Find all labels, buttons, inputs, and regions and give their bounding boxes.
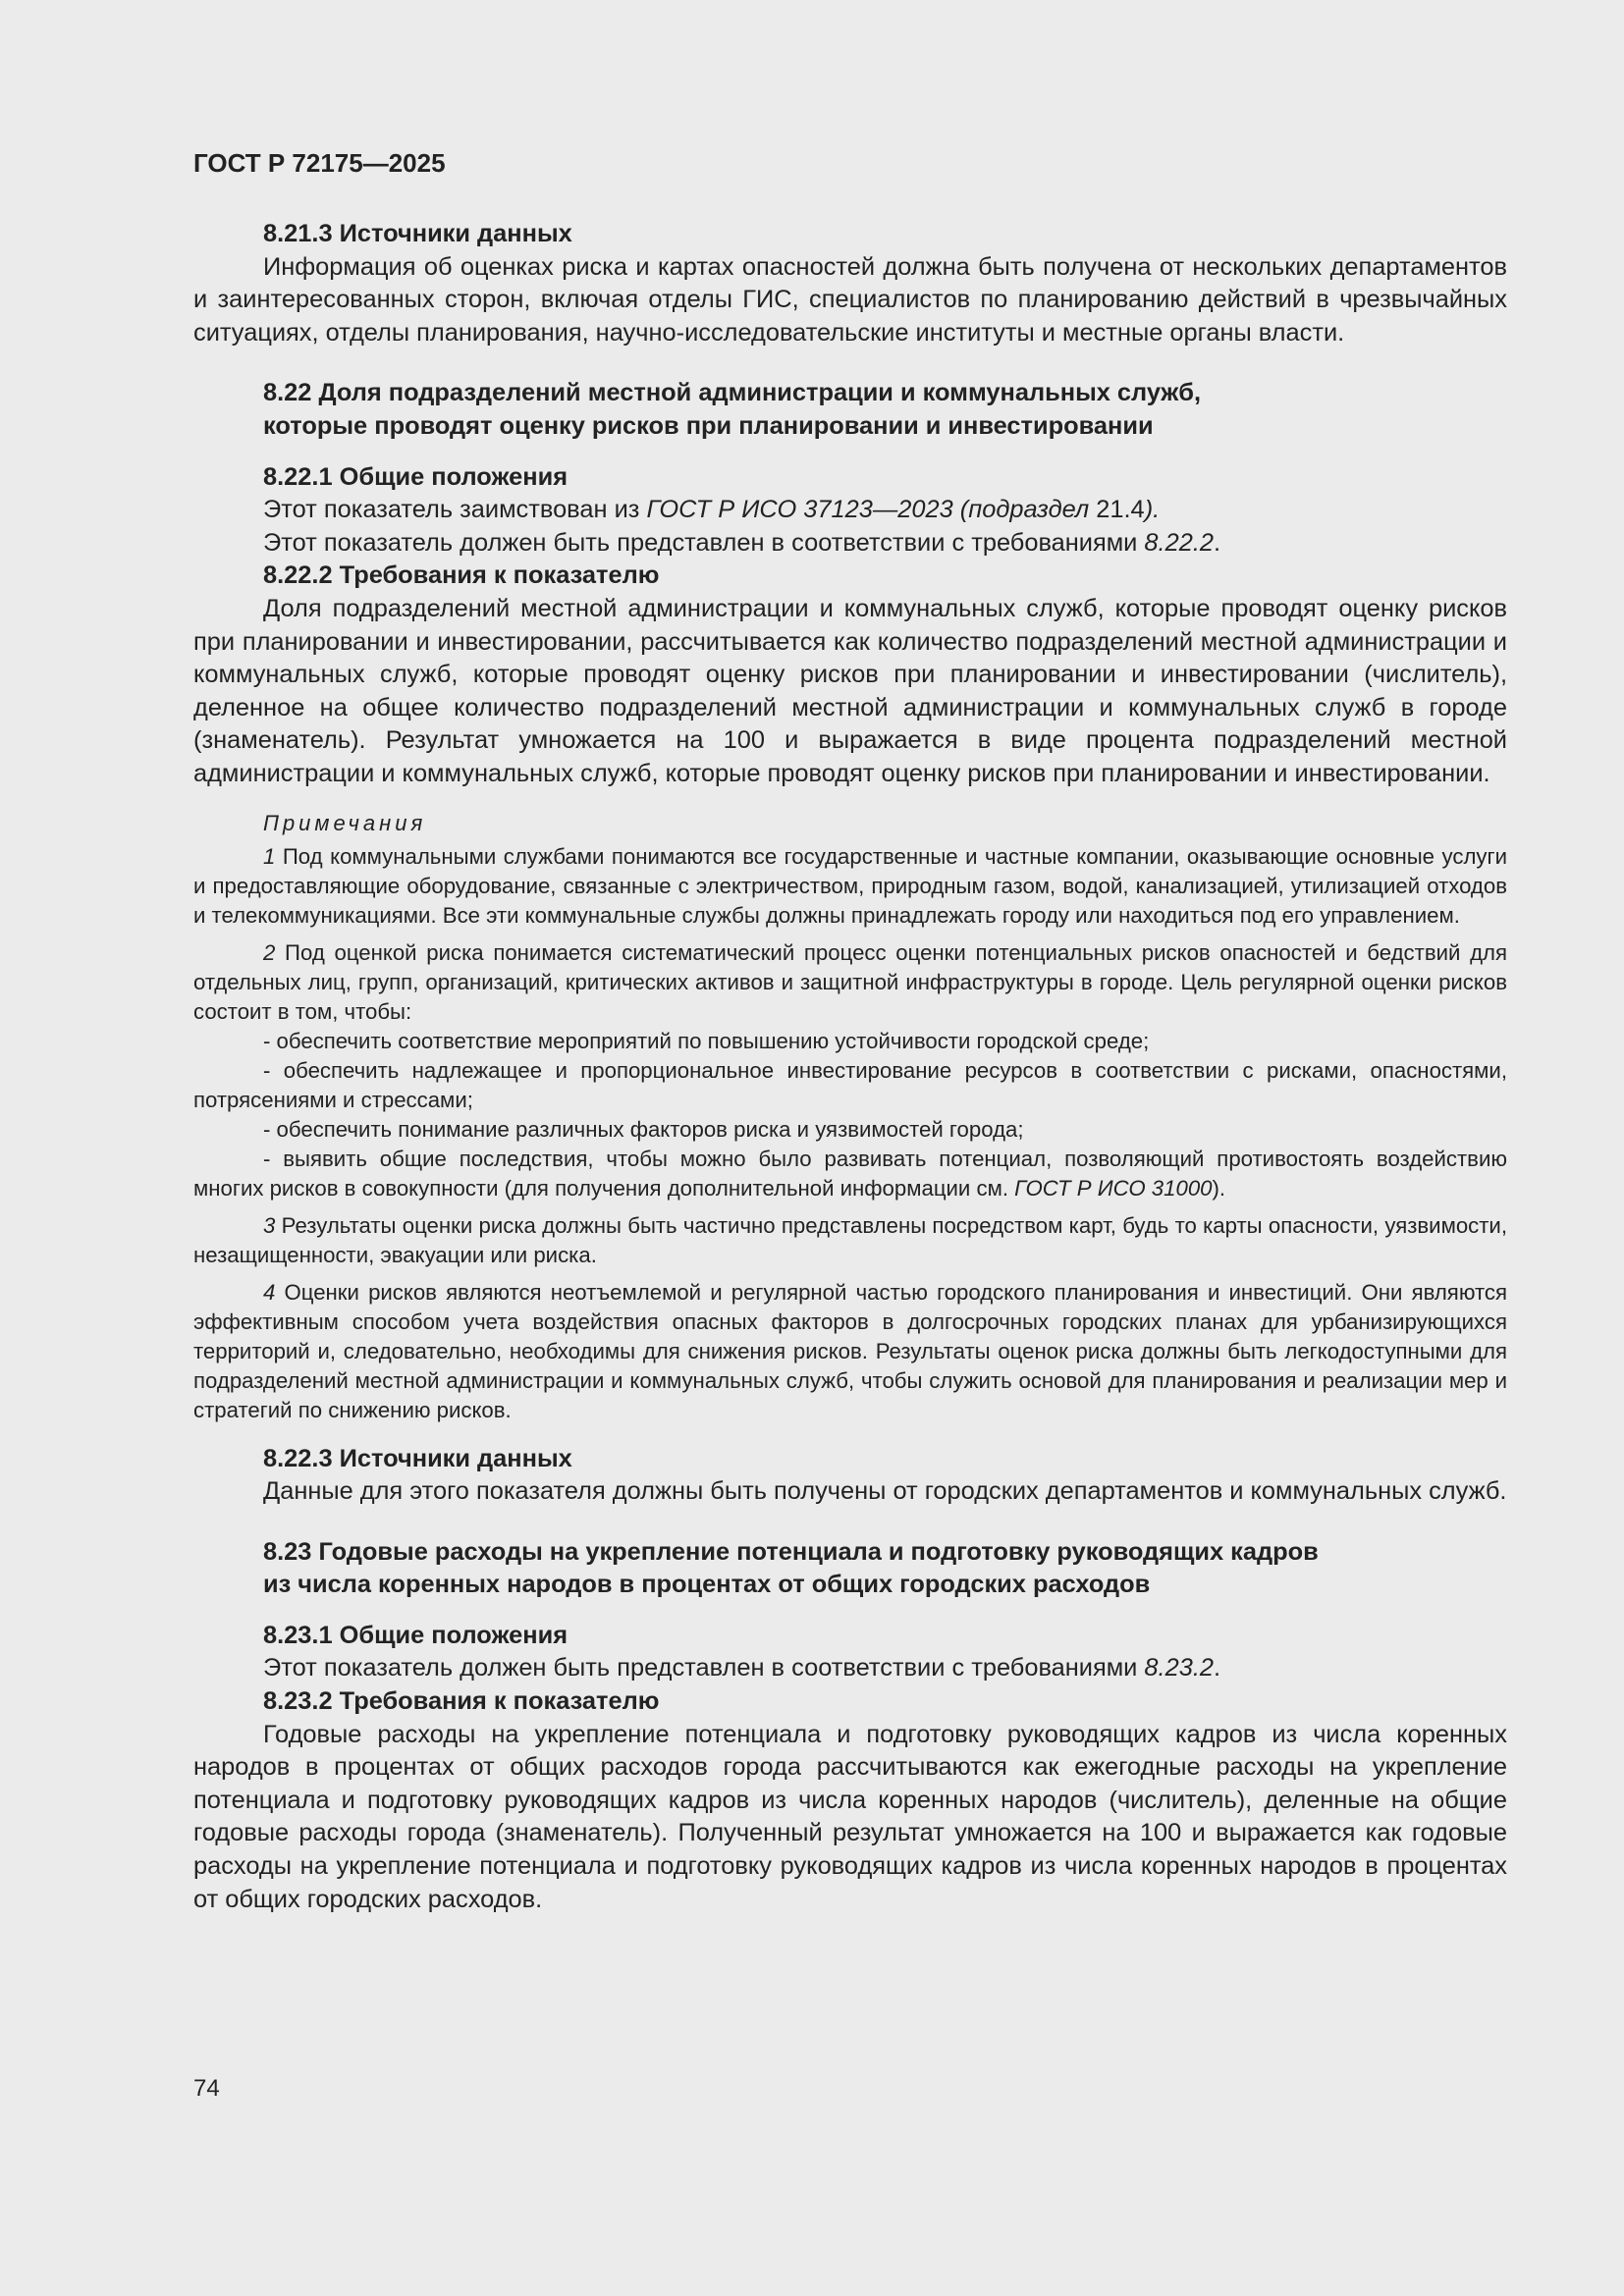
section-8-22-2-text: Доля подразделений местной администрации и коммунальных служб, которые проводят оценку рисков при планировании и инвестировании, рассчитывается как количество подразделений местной администрации и коммунальных служб, которые проводят оценку рисков при планировании и инвестировании (числитель), деленное на общее количество подразделений местной администрации и коммунальных служб в городе (знаменатель). Результат умножается на 100 и выражается в виде процента подразделений местной администрации и коммунальных служб, которые проводят оценку рисков при планировании и инвестировании. bbox=[193, 594, 1507, 787]
section-8-22-title-line1: 8.22 Доля подразделений местной администрации и коммунальных служб, bbox=[263, 379, 1202, 407]
section-8-23-1-paragraph bbox=[193, 1652, 1507, 1685]
section-8-23-2-title: 8.23.2 Требования к показателю bbox=[263, 1687, 660, 1716]
note-3 bbox=[193, 1211, 1507, 1270]
section-8-22-1-title: 8.22.1 Общие положения bbox=[263, 462, 568, 491]
section-8-21-3-title: 8.21.3 Источники данных bbox=[263, 220, 572, 247]
reference-link: 8.23.2 bbox=[1144, 1654, 1215, 1682]
text-run: Этот показатель должен быть представлен в соответствии с требованиями bbox=[263, 528, 1145, 557]
text-run: Этот показатель должен быть представлен в соответствии с требованиями bbox=[263, 1654, 1145, 1682]
section-8-22-3-text: Данные для этого показателя должны быть получены от городских департаментов и коммунальных служб. bbox=[263, 1477, 1507, 1506]
note-text: Под коммунальными службами понимаются все государственные и частные компании, оказывающие основные услуги и предоставляющие оборудование, связанные с электричеством, природным газом, водой, канализацией, утилизацией отходов и телекоммуникациями. Все эти коммунальные службы должны принадлежать городу или находиться под его управлением. bbox=[193, 843, 1507, 928]
section-8-22-title-line2: которые проводят оценку рисков при планировании и инвестировании bbox=[263, 411, 1154, 440]
section-8-23-title-line1: 8.23 Годовые расходы на укрепление потенциала и подготовку руководящих кадров bbox=[263, 1537, 1319, 1566]
section-8-21-3-text: Информация об оценках риска и картах опасностей должна быть получена от нескольких департаментов и заинтересованных сторон, включая отделы ГИС, специалистов по планированию действий в чрезвычайных ситуациях, отделы планирования, научно-исследовательские институты и местные органы власти. bbox=[193, 252, 1507, 347]
document-page bbox=[193, 147, 1507, 1916]
section-8-23-1-title: 8.23.1 Общие положения bbox=[263, 1621, 568, 1649]
reference-link: ГОСТ Р ИСО 31000 bbox=[1014, 1175, 1213, 1201]
reference-link: 8.22.2 bbox=[1144, 528, 1215, 557]
text-run: . bbox=[1214, 528, 1221, 557]
note-4 bbox=[193, 1278, 1507, 1425]
section-8-23-2-text: Годовые расходы на укрепление потенциала и подготовку руководящих кадров из числа коренных народов в процентах от общих расходов города рассчитываются как ежегодные расходы на укрепление потенциала и подготовку руководящих кадров из числа коренных народов (числитель), деленные на общие годовые расходы города (знаменатель). Полученный результат умножается на 100 и выражается как годовые расходы на укрепление потенциала и подготовку руководящих кадров из числа коренных народов в процентах от общих городских расходов. bbox=[193, 1720, 1507, 1913]
section-8-22-1-paragraph-2 bbox=[193, 527, 1507, 561]
document-header: ГОСТ Р 72175—2025 bbox=[193, 148, 446, 178]
note-number: 4 bbox=[263, 1279, 276, 1305]
text-run: ). bbox=[1144, 496, 1161, 524]
note-2-list-item bbox=[193, 1145, 1507, 1203]
note-2-list-item: - обеспечить соответствие мероприятий по повышению устойчивости городской среде; bbox=[263, 1028, 1150, 1053]
section-8-23-title-line2: из числа коренных народов в процентах от общих городских расходов bbox=[263, 1571, 1151, 1599]
text-run: . bbox=[1214, 1654, 1221, 1682]
note-text: Под оценкой риска понимается систематический процесс оценки потенциальных рисков опасностей и бедствий для отдельных лиц, групп, организаций, критических активов и защитной инфраструктуры в городе. Цель регулярной оценки рисков состоит в том, чтобы: bbox=[193, 939, 1507, 1024]
note-number: 1 bbox=[263, 843, 276, 869]
note-number: 2 bbox=[263, 939, 276, 965]
reference-link: ГОСТ Р ИСО 37123—2023 (подраздел bbox=[646, 496, 1097, 524]
text-run: 21.4 bbox=[1096, 496, 1145, 524]
note-text: Оценки рисков являются неотъемлемой и регулярной частью городского планирования и инвестиций. Они являются эффективным способом учета воздействия опасных факторов в долгосрочных городских планах для урбанизирующихся территорий и, следовательно, необходимы для снижения рисков. Результаты оценок риска должны быть легкодоступными для подразделений местной администрации и коммунальных служб, чтобы служить основой для планирования и реализации мер и стратегий по снижению рисков. bbox=[193, 1279, 1507, 1422]
note-number: 3 bbox=[263, 1212, 276, 1238]
note-1 bbox=[193, 842, 1507, 931]
text-run: - выявить общие последствия, чтобы можно было развивать потенциал, позволяющий противостоять воздействию многих рисков в совокупности (для получения дополнительной информации см. bbox=[193, 1146, 1507, 1201]
text-run: Этот показатель заимствован из bbox=[263, 496, 647, 524]
text-run: ). bbox=[1212, 1175, 1226, 1201]
note-2 bbox=[193, 938, 1507, 1027]
section-8-22-3-title: 8.22.3 Источники данных bbox=[263, 1444, 572, 1472]
section-8-22-1-paragraph-1 bbox=[193, 494, 1507, 527]
notes-heading: Примечания bbox=[263, 810, 427, 835]
note-2-list-item: - обеспечить понимание различных факторов риска и уязвимостей города; bbox=[263, 1116, 1024, 1142]
note-2-list-item: - обеспечить надлежащее и пропорциональное инвестирование ресурсов в соответствии с рисками, опасностями, потрясениями и стрессами; bbox=[193, 1057, 1507, 1112]
note-text: Результаты оценки риска должны быть частично представлены посредством карт, будь то карты опасности, уязвимости, незащищенности, эвакуации или риска. bbox=[193, 1212, 1507, 1267]
page-number: 74 bbox=[193, 2075, 220, 2102]
section-8-22-2-title: 8.22.2 Требования к показателю bbox=[263, 561, 660, 590]
